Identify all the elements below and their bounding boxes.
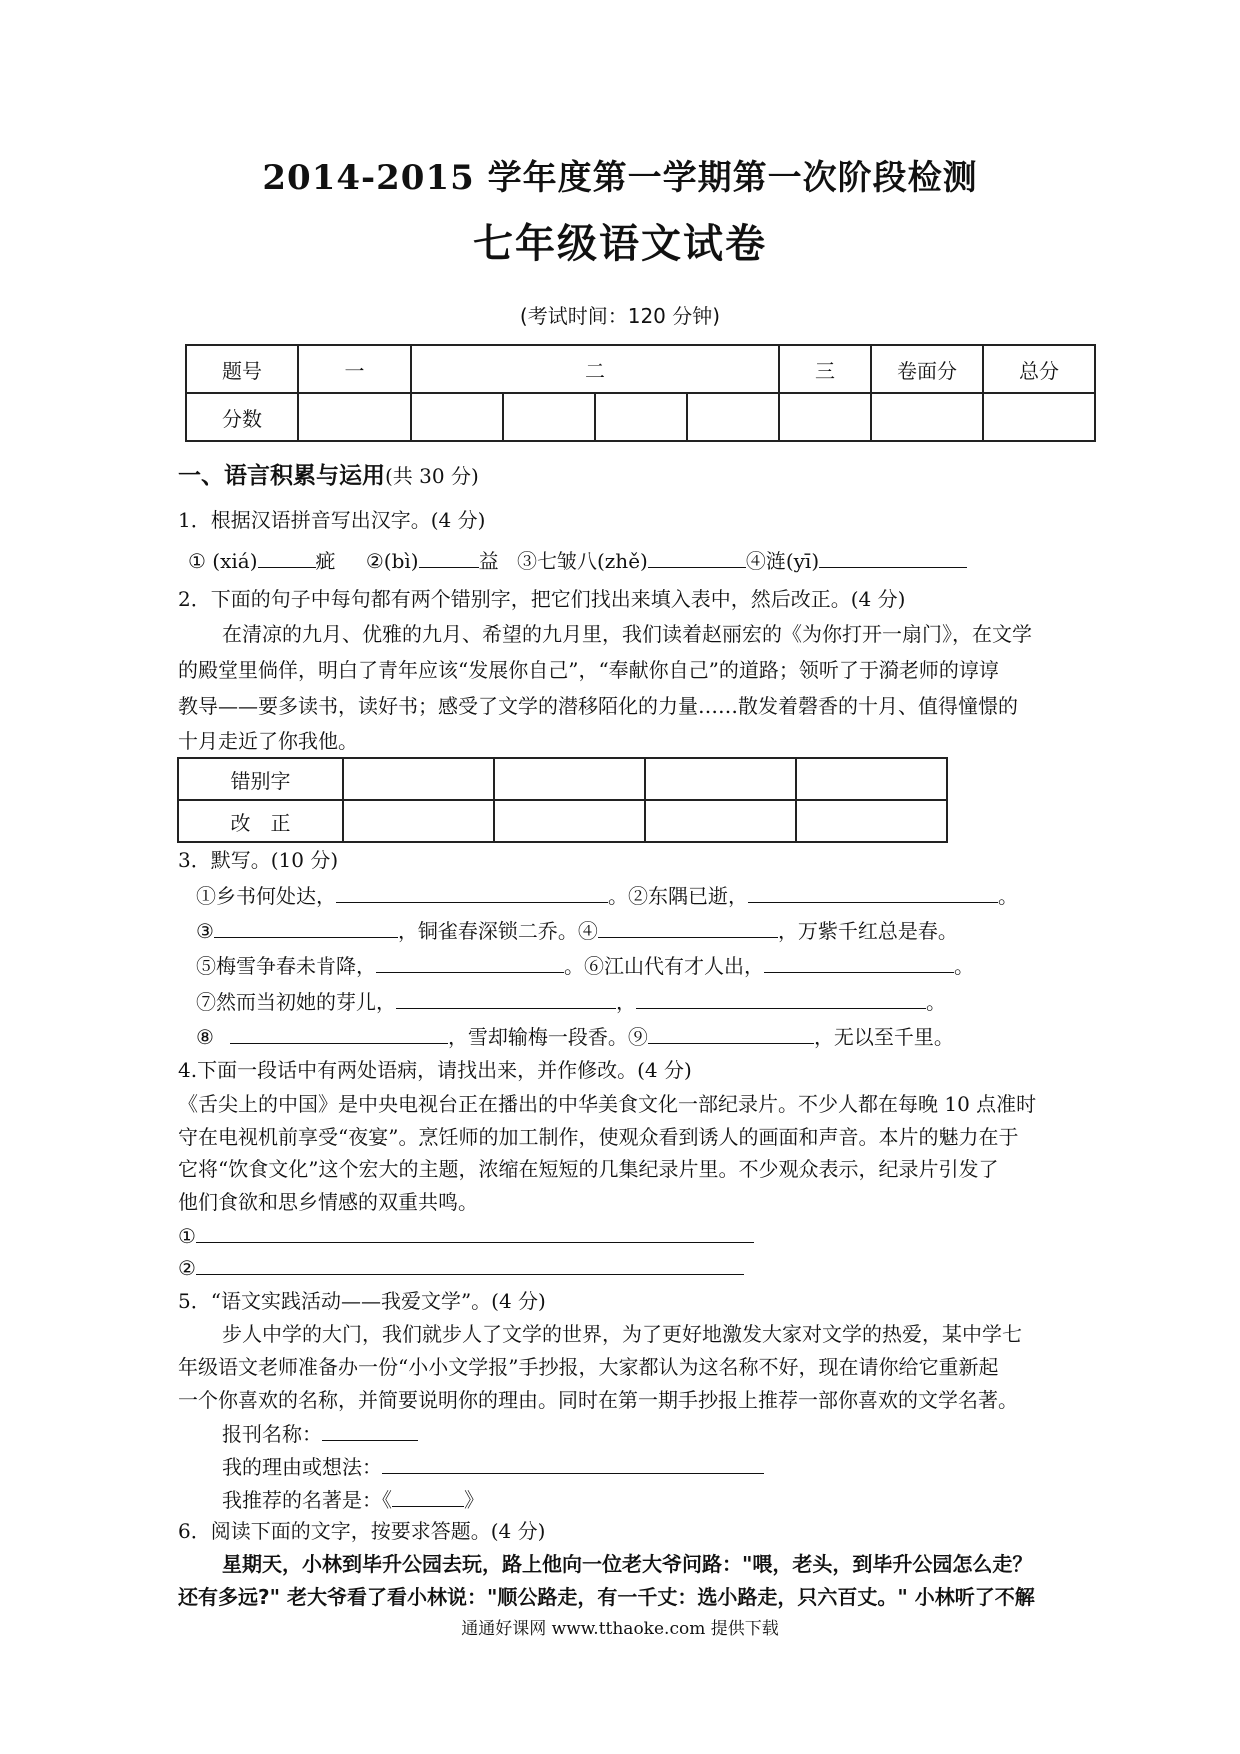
q3-blank[interactable]: [230, 1023, 448, 1044]
q5-passage-line: 步人中学的大门，我们就步人了文学的世界，为了更好地激发大家对文学的热爱，某中学七: [222, 1322, 1022, 1346]
q3-text: ，雪却输梅一段香。⑨: [447, 1025, 648, 1049]
q2-prompt: 2．下面的句子中每句都有两个错别字，把它们找出来填入表中，然后改正。(4 分): [178, 587, 906, 611]
q3-blank[interactable]: [598, 917, 778, 938]
exam-title: 2014-2015 学年度第一学期第一次阶段检测: [262, 158, 978, 198]
q1-item-b-blank[interactable]: [419, 547, 479, 568]
score-cell[interactable]: [779, 393, 871, 441]
section-title: 一、语言积累与运用: [178, 462, 385, 489]
q3-line: [196, 952, 974, 979]
q4-answer-line: [178, 1254, 744, 1281]
q3-text: ①乡书何处达，: [196, 884, 336, 908]
q3-text: ，铜雀春深锁二乔。④: [397, 919, 598, 943]
typo-table: [177, 757, 948, 843]
q4-answer-blank[interactable]: [196, 1254, 744, 1275]
typo-row-label: 改 正: [178, 800, 343, 842]
score-table-header-row: [186, 345, 1095, 393]
q3-line: [196, 988, 946, 1015]
q3-text: ⑧: [196, 1025, 214, 1049]
q4-passage-line: 《舌尖上的中国》是中央电视台正在播出的中华美食文化一部纪录片。不少人都在每晚 10 点准时: [178, 1092, 1037, 1116]
exam-duration: (考试时间：120 分钟): [519, 304, 721, 328]
score-header-cell: 总分: [983, 345, 1095, 393]
q3-blank[interactable]: [396, 988, 616, 1009]
q5-passage-line: 一个你喜欢的名称，并简要说明你的理由。同时在第一期手抄报上推荐一部你喜欢的文学名著。: [178, 1388, 1018, 1412]
q1-prompt: 1．根据汉语拼音写出汉字。(4 分): [178, 508, 486, 532]
q3-text: 。⑥江山代有才人出，: [564, 954, 764, 978]
typo-cell[interactable]: [343, 758, 494, 800]
q5-field: [222, 1420, 418, 1447]
q3-blank[interactable]: [648, 1023, 814, 1044]
q4-passage-line: 它将“饮食文化”这个宏大的主题，浓缩在短短的几集纪录片里。不少观众表示，纪录片引发了: [178, 1157, 999, 1181]
q4-answer-number: ①: [178, 1224, 196, 1248]
score-cell[interactable]: [411, 393, 503, 441]
q1-answers: [188, 547, 967, 574]
section-heading: [178, 463, 479, 489]
q3-text: ⑤梅雪争春未肯降，: [196, 954, 376, 978]
correction-cell[interactable]: [343, 800, 494, 842]
q4-answer-number: ②: [178, 1256, 196, 1280]
q4-prompt: 4.下面一段话中有两处语病，请找出来，并作修改。(4 分): [178, 1058, 692, 1082]
newspaper-name-blank[interactable]: [322, 1420, 418, 1441]
q3-text: ，: [616, 990, 636, 1014]
q3-line: [196, 917, 958, 944]
q3-line: [196, 882, 1018, 909]
q3-text: 。: [926, 990, 946, 1014]
q1-item-c-pinyin: ③七皱八(zhě): [516, 549, 648, 573]
q3-text: ，万紫千红总是春。: [777, 919, 958, 943]
typo-cell[interactable]: [494, 758, 645, 800]
q1-item-b-char: 益: [478, 549, 499, 573]
page-footer: 通通好课网 www.tthaoke.com 提供下载: [461, 1619, 779, 1639]
q3-blank[interactable]: [764, 952, 954, 973]
q3-blank[interactable]: [636, 988, 926, 1009]
exam-subtitle: 七年级语文试卷: [473, 220, 767, 267]
score-table: [185, 344, 1096, 442]
score-header-cell: 三: [779, 345, 871, 393]
q3-text: 。: [998, 884, 1018, 908]
typo-row-label: 错别字: [178, 758, 343, 800]
typo-table-row: [178, 800, 947, 842]
q2-passage-line: 在清凉的九月、优雅的九月、希望的九月里，我们读着赵丽宏的《为你打开一扇门》，在文学: [222, 622, 1032, 646]
q1-item-a-blank[interactable]: [258, 547, 316, 568]
recommended-book-blank[interactable]: [392, 1486, 464, 1507]
score-header-cell: 题号: [186, 345, 298, 393]
q1-item-a-char: 疵: [315, 549, 336, 573]
q5-field: [222, 1453, 764, 1480]
correction-cell[interactable]: [645, 800, 796, 842]
q3-prompt: 3．默写。(10 分): [178, 848, 339, 872]
q5-prompt: 5．“语文实践活动——我爱文学”。(4 分): [178, 1289, 546, 1313]
score-cell[interactable]: [298, 393, 411, 441]
q3-blank[interactable]: [336, 882, 608, 903]
q3-blank[interactable]: [214, 917, 398, 938]
q4-passage-line: 他们食欲和思乡情感的双重共鸣。: [178, 1190, 478, 1214]
correction-cell[interactable]: [494, 800, 645, 842]
typo-cell[interactable]: [645, 758, 796, 800]
q1-item-b-pinyin: ②(bì): [365, 549, 419, 573]
q6-passage-line: 还有多远?" 老大爷看了看小林说："顺公路走，有一千丈：选小路走，只六百丈。" 小林听了不解: [178, 1585, 1035, 1609]
score-cell[interactable]: [595, 393, 687, 441]
score-cell[interactable]: [983, 393, 1095, 441]
q1-item-d-blank[interactable]: [819, 547, 967, 568]
q3-text: 。②东隅已逝，: [608, 884, 748, 908]
q3-text: ③: [196, 919, 214, 943]
score-header-cell: 卷面分: [871, 345, 983, 393]
q3-text: ，无以至千里。: [813, 1025, 954, 1049]
q4-answer-line: [178, 1222, 754, 1249]
score-header-cell: 一: [298, 345, 411, 393]
q5-field: [222, 1486, 484, 1513]
q5-field-label: 我推荐的名著是：《: [222, 1488, 392, 1512]
q3-line: [196, 1023, 954, 1050]
q5-field-label: 》: [464, 1488, 484, 1512]
q5-passage-line: 年级语文老师准备办一份“小小文学报”手抄报，大家都认为这名称不好，现在请你给它重新起: [178, 1355, 999, 1379]
section-points: (共 30 分): [385, 464, 479, 488]
q4-passage-line: 守在电视机前享受“夜宴”。烹饪师的加工制作，使观众看到诱人的画面和声音。本片的魅力在于: [178, 1125, 1019, 1149]
reason-blank[interactable]: [382, 1453, 764, 1474]
q1-item-c-blank[interactable]: [648, 547, 746, 568]
q1-item-d-pinyin: ④涟(yī): [745, 549, 820, 573]
score-row-label: 分数: [186, 393, 298, 441]
score-header-cell: 二: [411, 345, 779, 393]
typo-table-row: [178, 758, 947, 800]
q1-item-a-number: ①: [188, 549, 206, 573]
q2-passage-line: 教导——要多读书，读好书；感受了文学的潜移陌化的力量……散发着磬香的十月、值得憧憬的: [178, 694, 1018, 718]
score-cell[interactable]: [687, 393, 779, 441]
q2-passage-line: 的殿堂里倘佯，明白了青年应该“发展你自己”，“奉献你自己”的道路；领听了于漪老师的谆谆: [178, 658, 999, 682]
q1-item-a-pinyin: (xiá): [212, 549, 258, 573]
q6-passage-line: 星期天，小林到毕升公园去玩，路上他向一位老大爷问路："喂，老头，到毕升公园怎么走？: [222, 1552, 1033, 1576]
q6-prompt: 6．阅读下面的文字，按要求答题。(4 分): [178, 1519, 546, 1543]
q5-field-label: 我的理由或想法：: [222, 1455, 382, 1479]
q3-text: ⑦然而当初她的芽儿，: [196, 990, 396, 1014]
q5-field-label: 报刊名称：: [222, 1422, 322, 1446]
score-cell[interactable]: [503, 393, 595, 441]
score-cell[interactable]: [871, 393, 983, 441]
q3-blank[interactable]: [748, 882, 998, 903]
correction-cell[interactable]: [796, 800, 947, 842]
typo-cell[interactable]: [796, 758, 947, 800]
q4-answer-blank[interactable]: [196, 1222, 754, 1243]
score-table-score-row: [186, 393, 1095, 441]
q2-passage-line: 十月走近了你我他。: [178, 729, 358, 753]
q3-text: 。: [954, 954, 974, 978]
q3-blank[interactable]: [376, 952, 564, 973]
